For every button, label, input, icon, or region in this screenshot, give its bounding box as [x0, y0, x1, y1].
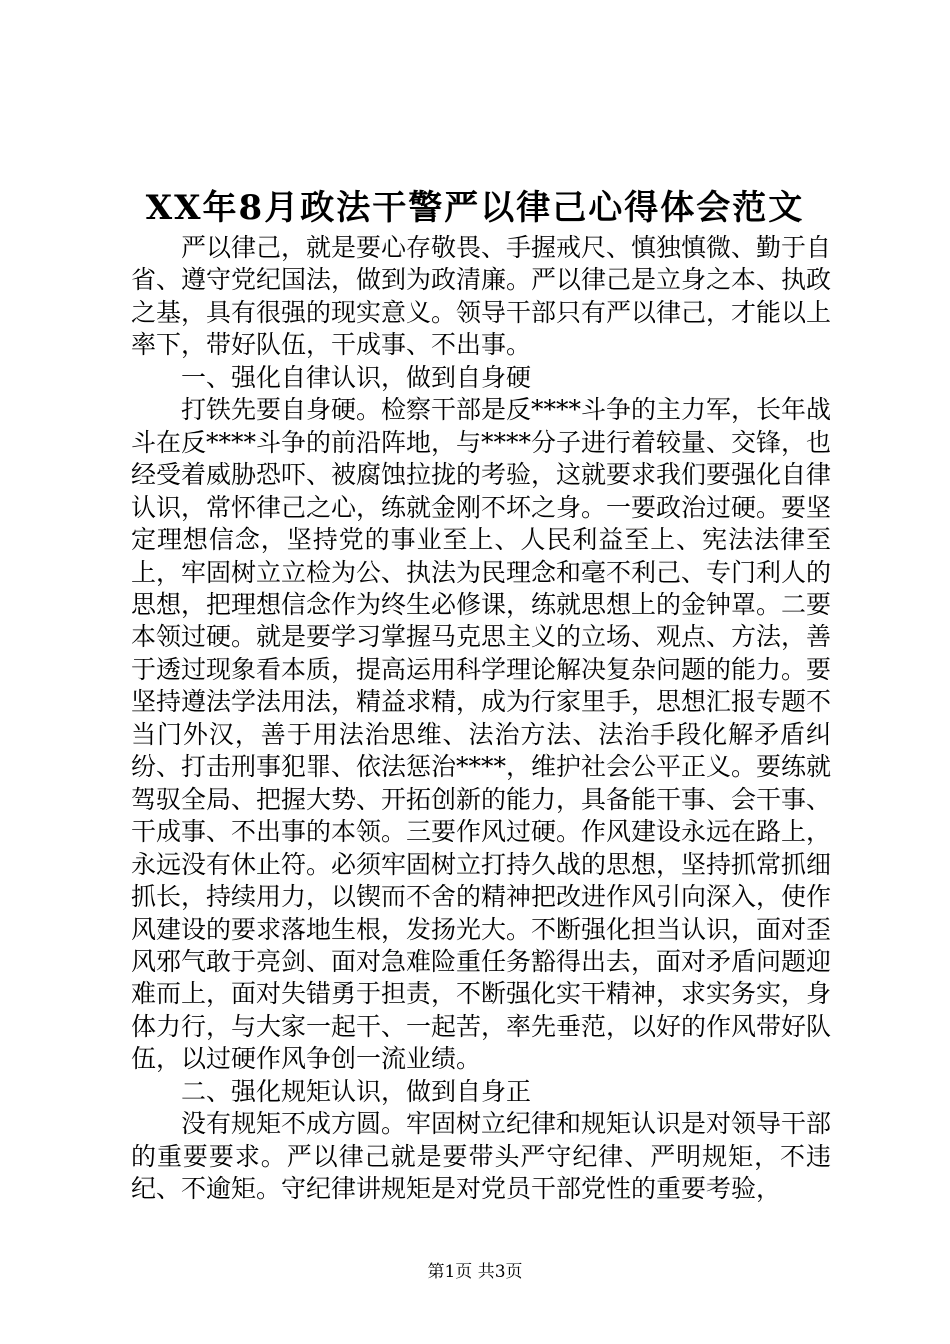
- paragraph-intro: 严以律己，就是要心存敬畏、手握戒尺、慎独慎微、勤于自省、遵守党纪国法，做到为政清廉。严以律己是立身之本、执政之基，具有很强的现实意义。领导干部只有严以律己，才能以上率下，带好队伍，干成事、不出事。: [131, 233, 832, 360]
- document-body: [131, 232, 831, 1206]
- paragraph-section-2: 没有规矩不成方圆。牢固树立纪律和规矩认识是对领导干部的重要要求。严以律己就是要带头严守纪律、严明规矩，不违纪、不逾矩。守纪律讲规矩是对党员干部党性的重要考验，: [131, 1109, 832, 1204]
- section-heading-2: 二、强化规矩认识，做到自身正: [181, 1076, 532, 1106]
- paragraph-section-1: 打铁先要自身硬。检察干部是反****斗争的主力军，长年战斗在反****斗争的前沿阵地，与****分子进行着较量、交锋，也经受着威胁恐吓、被腐蚀拉拢的考验，这就要求我们要强化自律认识，常怀律己之心，练就金刚不坏之身。一要政治过硬。要坚定理想信念，坚持党的事业至上、人民利益至上、宪法法律至上，牢固树立立检为公、执法为民理念和毫不利己、专门利人的思想，把理想信念作为终生必修课，练就思想上的金钟罩。二要本领过硬。就是要学习掌握马克思主义的立场、观点、方法，善于透过现象看本质，提高运用科学理论解决复杂问题的能力。要坚持遵法学法用法，精益求精，成为行家里手，思想汇报专题不当门外汉，善于用法治思维、法治方法、法治手段化解矛盾纠纷、打击刑事犯罪、依法惩治****，维护社会公平正义。要练就驾驭全局、把握大势、开拓创新的能力，具备能干事、会干事、干成事、不出事的本领。三要作风过硬。作风建设永远在路上，永远没有休止符。必须牢固树立打持久战的思想，坚持抓常抓细抓长，持续用力，以锲而不舍的精神把改进作风引向深入，使作风建设的要求落地生根，发扬光大。不断强化担当认识，面对歪风邪气敢于亮剑、面对急难险重任务豁得出去，面对矛盾问题迎难而上，面对失错勇于担责，不断强化实干精神，求实务实，身体力行，与大家一起干、一起苦，率先垂范，以好的作风带好队伍，以过硬作风争创一流业绩。: [131, 395, 832, 1074]
- page-number-footer: 第1页 共3页: [427, 1262, 523, 1282]
- section-heading-1: 一、强化自律认识，做到自身硬: [181, 362, 532, 392]
- document-title: XX年8月政法干警严以律己心得体会范文: [145, 188, 805, 228]
